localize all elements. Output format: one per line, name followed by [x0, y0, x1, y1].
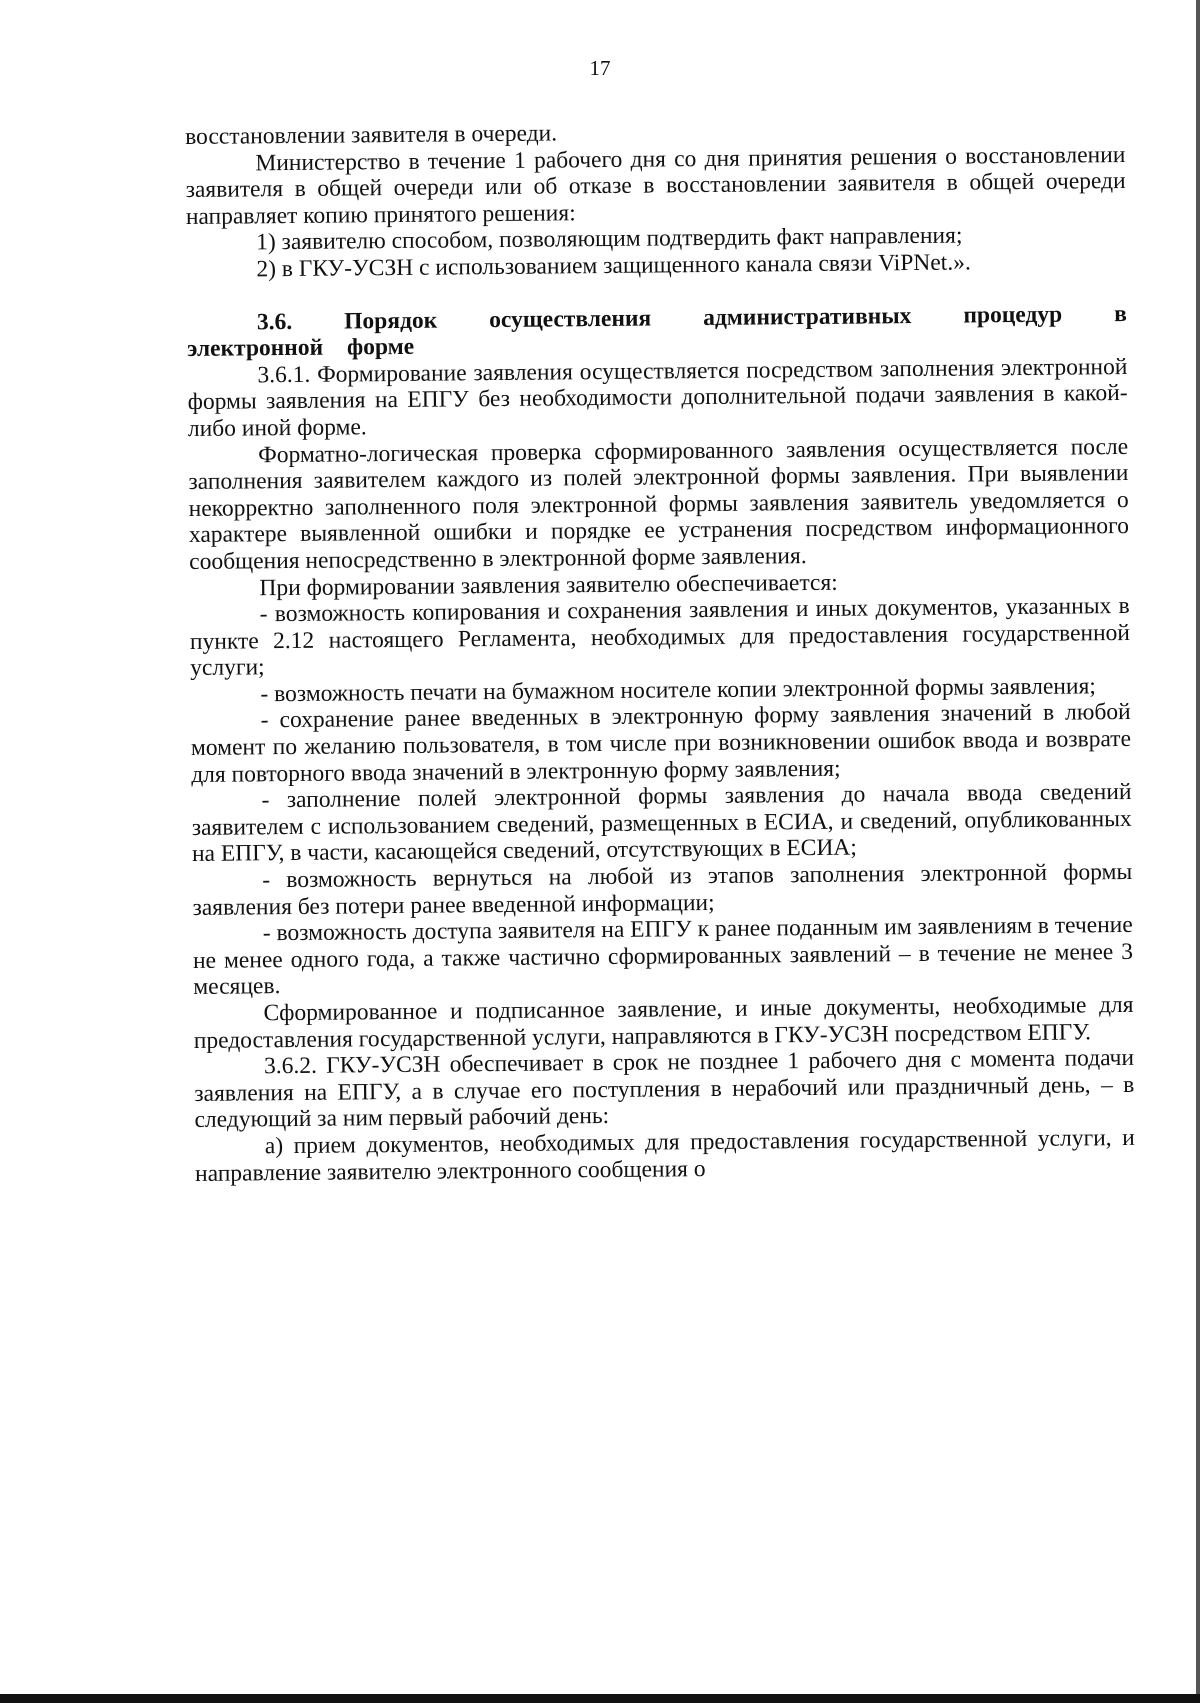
list-item: 2) в ГКУ-УСЗН с использованием защищенного канала связи ViPNet.». — [256, 249, 971, 283]
scan-edge-right — [1196, 0, 1200, 1703]
scan-edge-bottom — [0, 1694, 1200, 1703]
paragraph: Министерство в течение 1 рабочего дня со дня принятия решения о восстановлении заявителя в общей очереди или об отказе в восстановлении заявителя в общей очереди направляет копию принятого решения: — [185, 141, 1126, 230]
paragraph: Форматно-логическая проверка сформированного заявления осуществляется после заполнения заявителем каждого из полей электронной формы заявления. При выявлении некорректно заполненного поля электронной формы заявления заявитель уведомляется о характере выявленной ошибки и порядке ее устранения посредством информационного сообщения непосредственно в электронной форме заявления. — [188, 433, 1130, 575]
list-item: - возможность печати на бумажном носителе копии электронной формы заявления; — [260, 673, 1096, 708]
list-item: - возможность копирования и сохранения заявления и иных документов, указанных в пункте 2.12 настоящего Регламента, необходимых для предоставления государственной услуги; — [189, 593, 1131, 682]
paragraph: При формировании заявления заявителю обеспечивается: — [259, 569, 838, 601]
list-item: - возможность доступа заявителя на ЕПГУ к ранее поданным им заявлениям в течение не менее одного года, а также частично сформированных заявлений – в течение не менее 3 месяцев. — [192, 912, 1134, 1001]
paragraph: Сформированное и подписанное заявление, и иные документы, необходимые для предоставления государственной услуги, направляются в ГКУ-УСЗН посредством ЕПГУ. — [193, 991, 1134, 1054]
paragraph: 3.6.1. Формирование заявления осуществляется посредством заполнения электронной формы заявления на ЕПГУ без необходимости дополнительной подачи заявления в какой-либо иной форме. — [187, 353, 1128, 442]
page-number: 17 — [589, 56, 611, 80]
list-item: а) прием документов, необходимых для предоставления государственной услуги, и направление заявителю электронного сообщения о — [194, 1124, 1135, 1187]
list-item: - заполнение полей электронной формы заявления до начала ввода сведений заявителем с использованием сведений, размещенных в ЕСИА, и сведений, опубликованных на ЕПГУ, в части, касающейся сведений, отсутствующих в ЕСИА; — [191, 779, 1132, 868]
list-item: 1) заявителю способом, позволяющим подтвердить факт направления; — [256, 222, 963, 256]
list-item: - сохранение ранее введенных в электронную форму заявления значений в любой момент по желанию пользователя, в том числе при возникновении ошибок ввода и возврате для повторного ввода значений в электронную форму заявления; — [190, 699, 1132, 788]
paragraph: восстановлении заявителя в очереди. — [185, 120, 558, 150]
section-heading: 3.6. Порядок осуществления административных процедур в электронной форме — [187, 300, 1127, 363]
document-body — [185, 115, 1135, 1187]
paragraph: 3.6.2. ГКУ-УСЗН обеспечивает в срок не позднее 1 рабочего дня с момента подачи заявления на ЕПГУ, а в случае его поступления в нерабочий или праздничный день, – в следующий за ним первый рабочий день: — [194, 1045, 1135, 1134]
list-item: - возможность вернуться на любой из этапов заполнения электронной формы заявления без потери ранее введенной информации; — [192, 858, 1133, 921]
